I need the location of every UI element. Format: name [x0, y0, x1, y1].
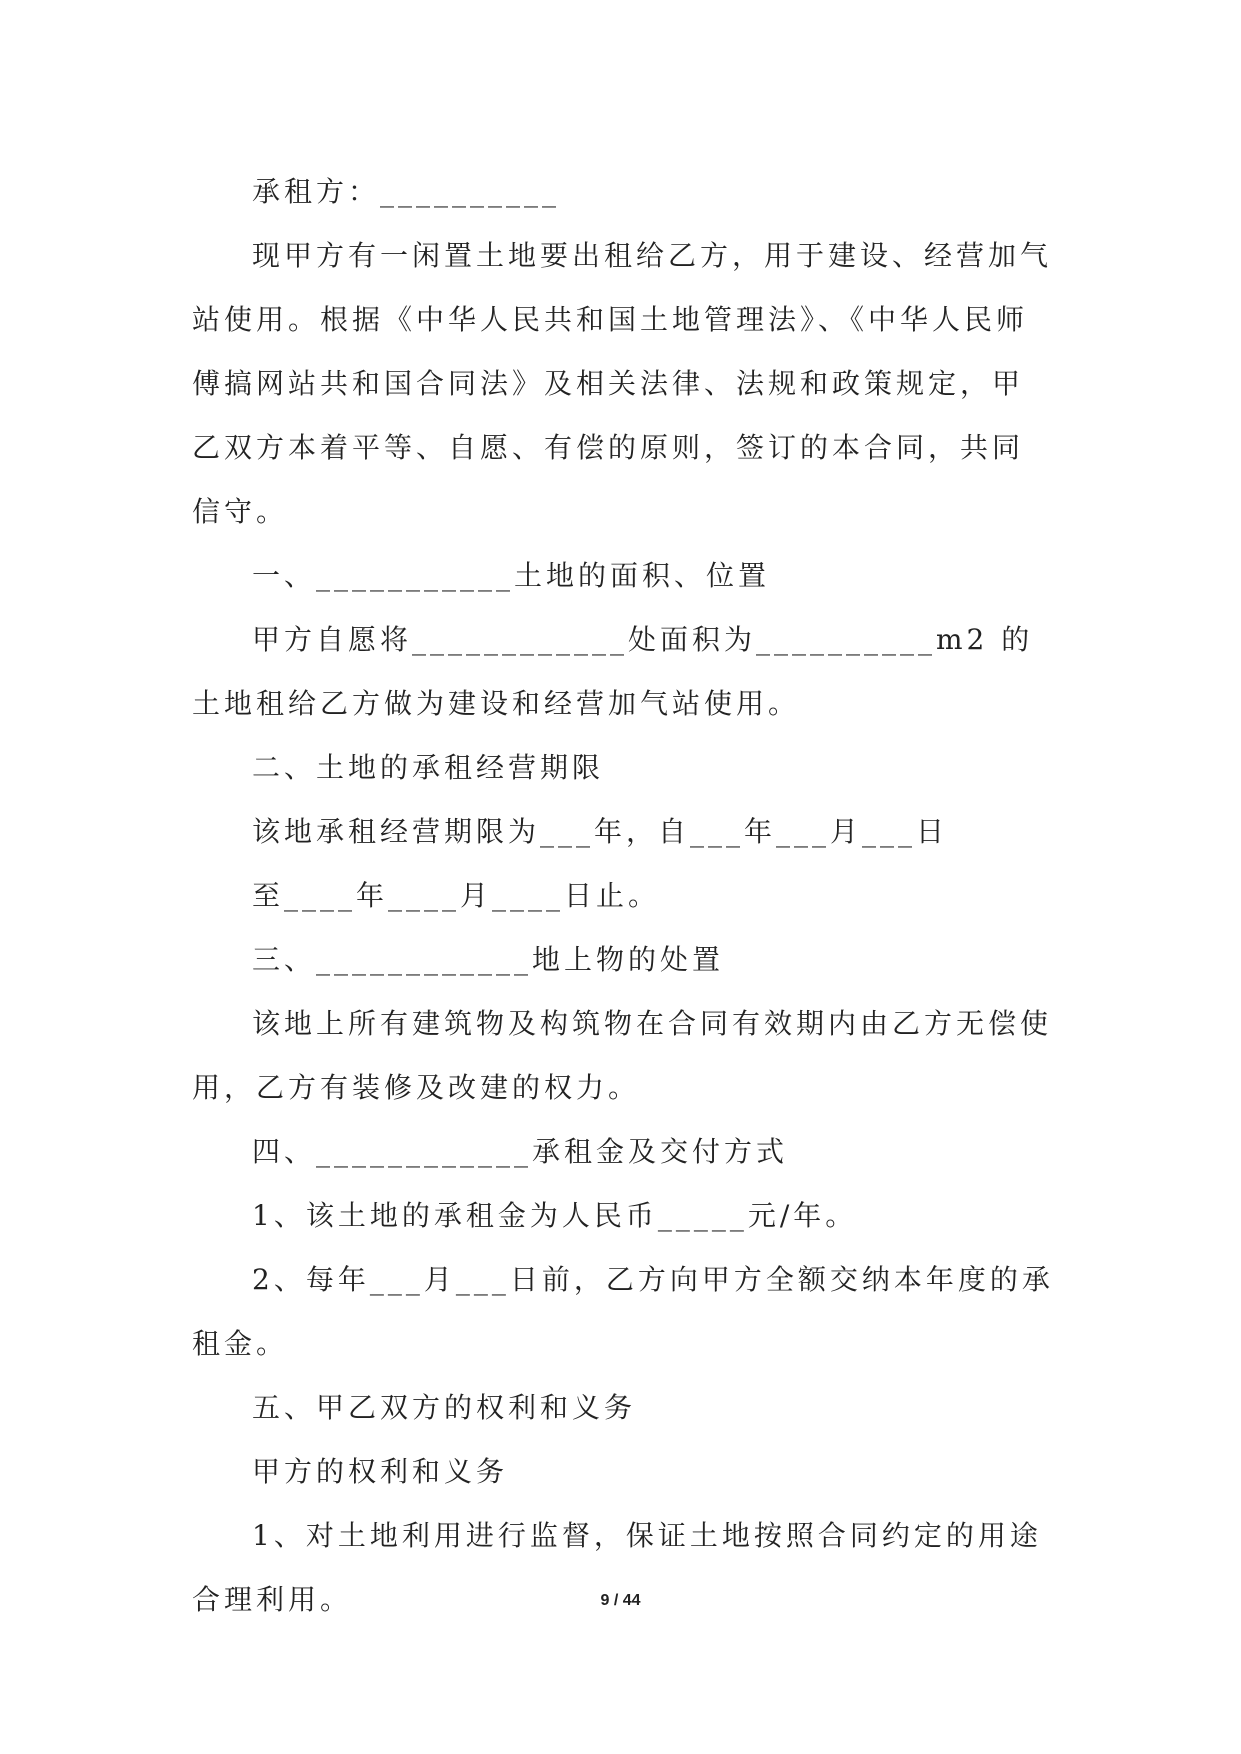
section-5-subheading: 甲方的权利和义务 [252, 1455, 509, 1488]
section-4-item-2: 2、每年___月___日前，乙方向甲方全额交纳本年度的承租金。 [192, 1263, 1054, 1360]
section-4-item-1: 1、该土地的承租金为人民币_____元/年。 [252, 1199, 858, 1232]
lessee-line: 承租方：__________ [252, 175, 561, 208]
section-1-body: 甲方自愿将____________处面积为__________m2 的土地租给乙方做为建设和经营加气站使用。 [192, 623, 1034, 720]
section-2-body-line-2: 至____年____月____日止。 [252, 879, 661, 912]
section-4-heading: 四、____________承租金及交付方式 [252, 1135, 789, 1168]
section-5-item-1: 1、对土地利用进行监督，保证土地按照合同约定的用途合理利用。 [192, 1519, 1042, 1616]
section-3-body: 该地上所有建筑物及构筑物在合同有效期内由乙方无偿使用，乙方有装修及改建的权力。 [192, 1007, 1053, 1104]
section-5-heading: 五、甲乙双方的权利和义务 [252, 1391, 637, 1424]
intro-paragraph: 现甲方有一闲置土地要出租给乙方，用于建设、经营加气站使用。根据《中华人民共和国土地管理法》、《中华人民师傅搞网站共和国合同法》及相关法律、法规和政策规定，甲乙双方本着平等、自愿、有偿的原则，签订的本合同，共同信守。 [192, 239, 1053, 528]
page-number: 9 / 44 [600, 1592, 641, 1609]
section-2-body-line-1: 该地承租经营期限为___年，自___年___月___日 [252, 815, 949, 848]
section-3-heading: 三、____________地上物的处置 [252, 943, 725, 976]
section-1-heading: 一、___________土地的面积、位置 [252, 559, 771, 592]
document-body [192, 160, 1054, 1632]
section-2-heading: 二、土地的承租经营期限 [252, 751, 605, 784]
